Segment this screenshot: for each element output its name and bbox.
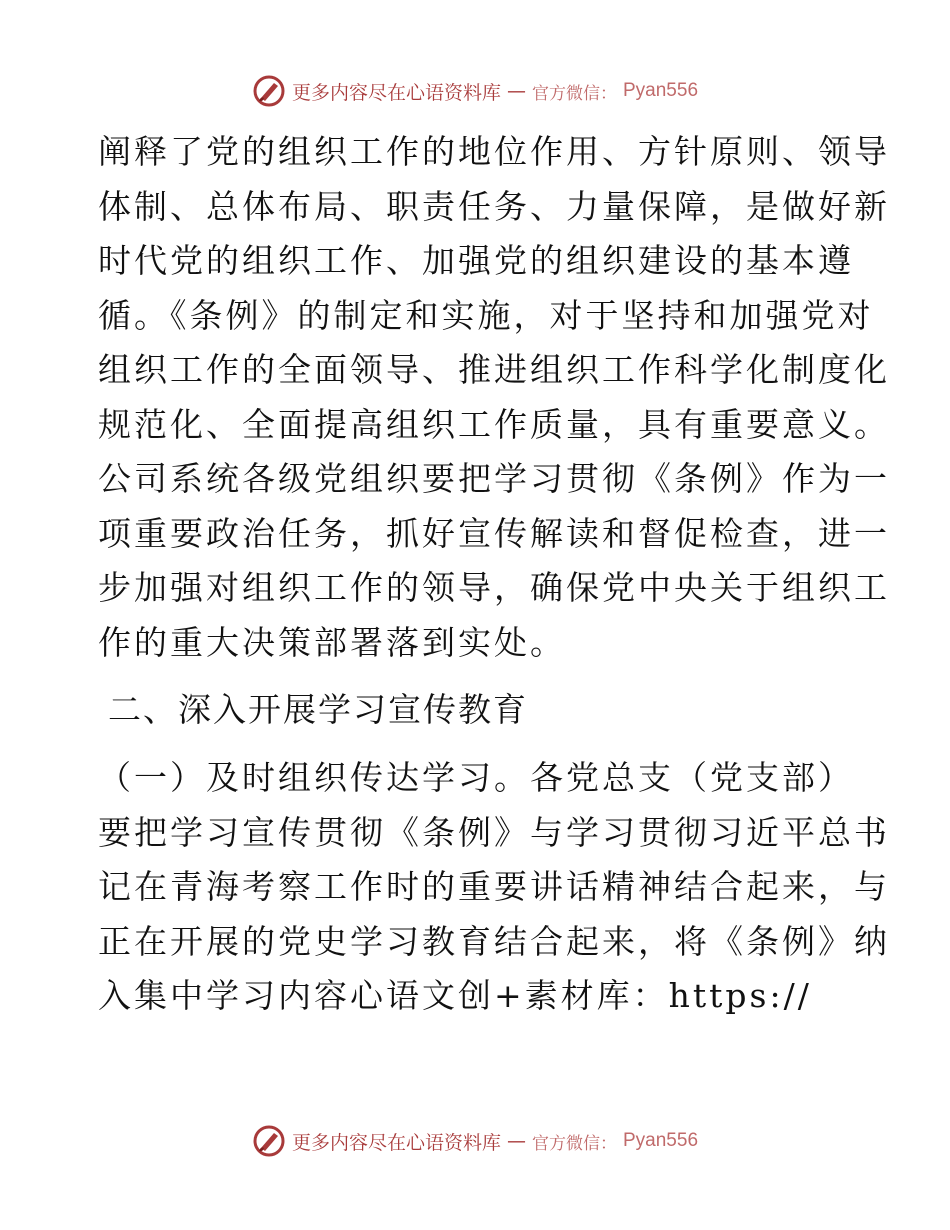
text-line: 记在青海考察工作时的重要讲话精神结合起来，与 (98, 867, 890, 906)
document-body (98, 125, 890, 1024)
text-line: 组织工作的全面领导、推进组织工作科学化制度化 (98, 350, 890, 389)
watermark-wechat-label: 官方微信： (532, 1133, 617, 1154)
watermark-wechat-id: Pyan556 (623, 1130, 699, 1151)
spacer (98, 737, 858, 751)
watermark-dash: — (507, 1130, 526, 1152)
header-watermark (0, 71, 950, 111)
text-line: 体制、总体布局、职责任务、力量保障，是做好新 (98, 186, 890, 226)
text-line: 循。《条例》的制定和实施，对于坚持和加强党对 (98, 295, 874, 335)
text-line: 正在开展的党史学习教育结合起来，将《条例》纳 (98, 921, 890, 961)
text-line: 入集中学习内容心语文创+素材库：https:// (98, 976, 812, 1015)
brush-logo-icon (252, 74, 286, 108)
watermark-wechat-id: Pyan556 (623, 80, 699, 101)
section-heading: 二、深入开展学习宣传教育 (108, 690, 528, 729)
text-line: 步加强对组织工作的领导，确保党中央关于组织工 (98, 568, 890, 607)
text-line: 公司系统各级党组织要把学习贯彻《条例》作为一 (98, 459, 890, 498)
watermark-text: 更多内容尽在心语资料库 (291, 81, 501, 104)
text-line: 要把学习宣传贯彻《条例》与学习贯彻习近平总书 (98, 812, 890, 852)
text-line: 项重要政治任务，抓好宣传解读和督促检查，进一 (98, 513, 890, 553)
paragraph-1 (98, 125, 890, 670)
brush-logo-icon (252, 1124, 286, 1158)
text-line: 阐释了党的组织工作的地位作用、方针原则、领导 (98, 132, 890, 171)
watermark-dash: — (507, 80, 526, 102)
text-line: 作的重大决策部署落到实处。 (98, 622, 566, 662)
footer-watermark (0, 1121, 950, 1161)
watermark-wechat-label: 官方微信： (532, 83, 617, 104)
text-line: 规范化、全面提高组织工作质量，具有重要意义。 (98, 404, 890, 444)
text-line: （一）及时组织传达学习。各党总支（党支部） (98, 758, 854, 797)
watermark-text: 更多内容尽在心语资料库 (291, 1131, 501, 1154)
text-line: 时代党的组织工作、加强党的组织建设的基本遵 (98, 241, 854, 280)
paragraph-2 (98, 751, 890, 1024)
